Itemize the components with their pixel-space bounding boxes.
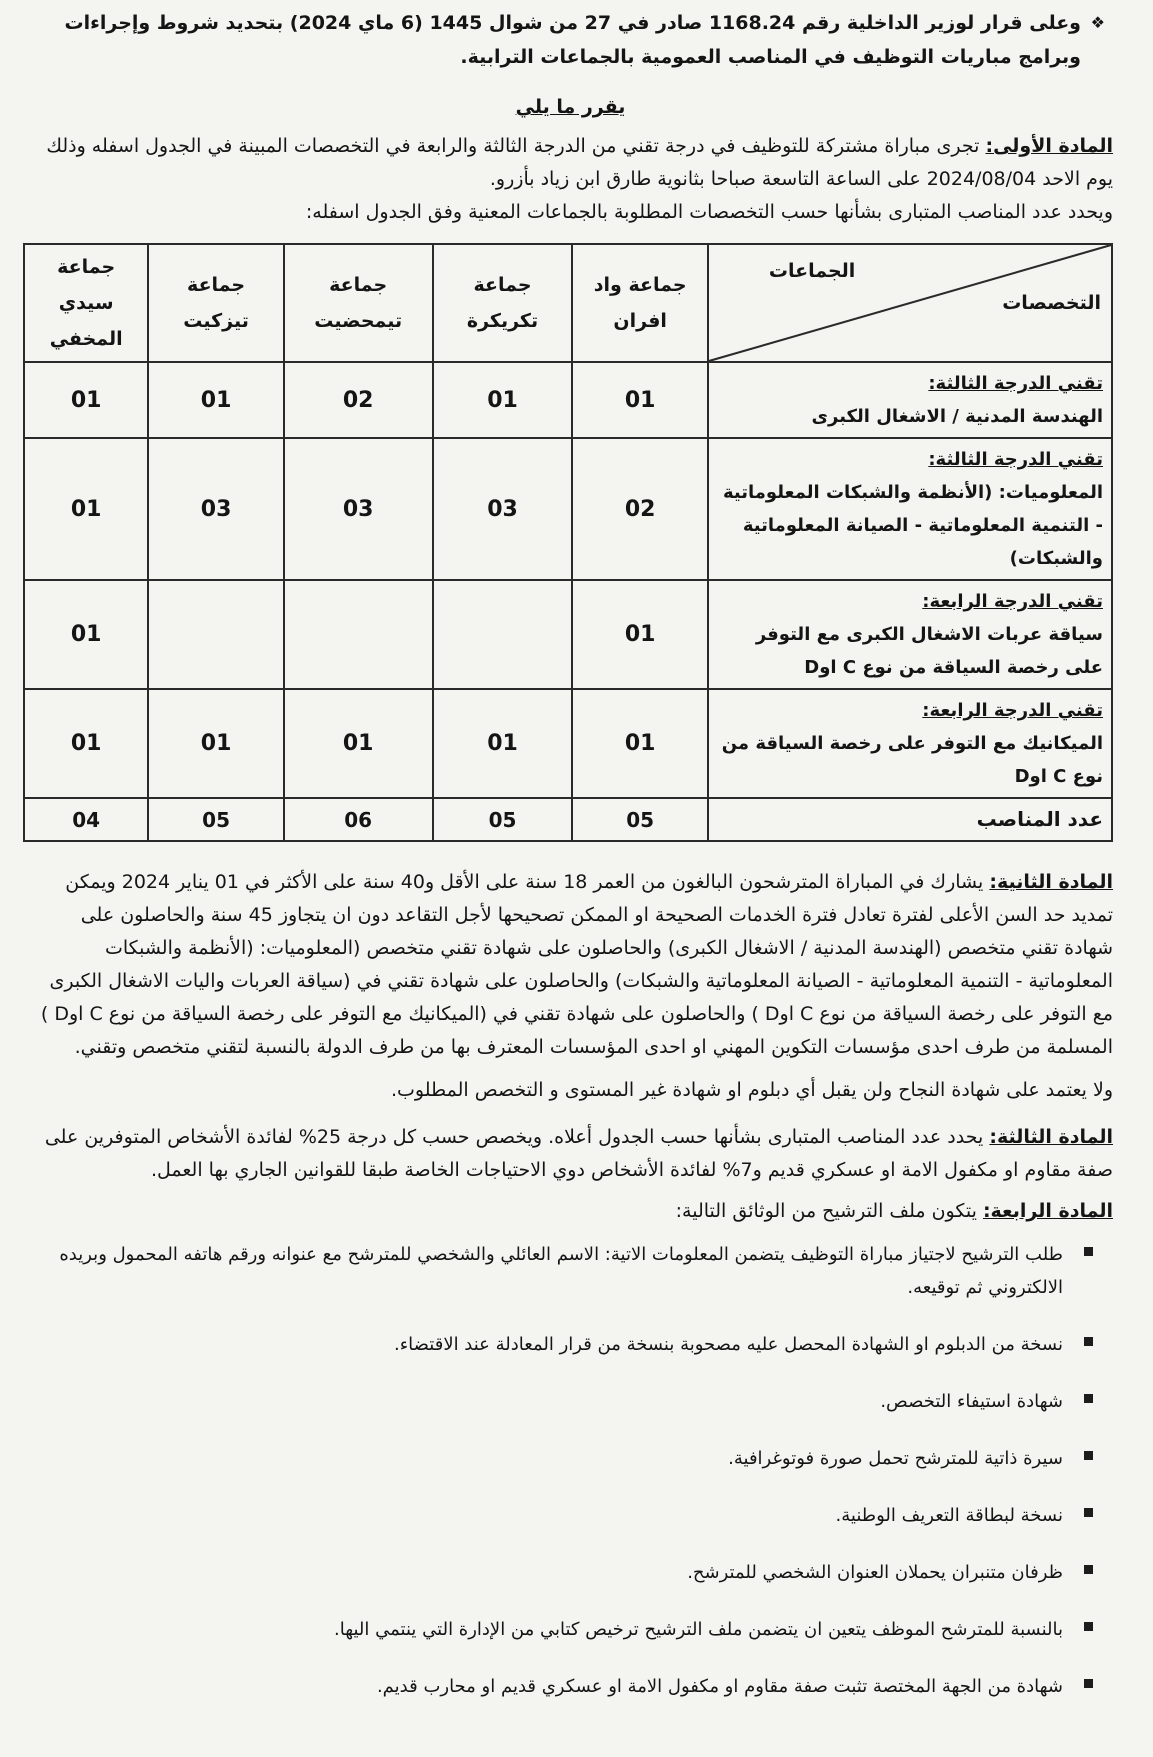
- article-4: [28, 1195, 1113, 1703]
- corner-communes-label: الجماعات: [768, 260, 856, 282]
- table-row: [24, 689, 1112, 798]
- row-grade: تقني الدرجة الرابعة:: [922, 700, 1103, 721]
- cell-value: [284, 580, 433, 689]
- article-4-text: يتكون ملف الترشيح من الوثائق التالية:: [675, 1200, 977, 1222]
- article-1-text: تجرى مباراة مشتركة للتوظيف في درجة تقني من الدرجة الثالثة والرابعة في التخصصات المبينة في الجدول اسفله وذلك يوم الاحد 2024/08/04 على الساعة التاسعة صباحا بثانوية طارق ابن زياد بأزرو.: [46, 135, 1113, 190]
- commune-header: جماعة تكريكرة: [433, 244, 573, 362]
- cell-value: 01: [148, 362, 283, 438]
- list-item: نسخة من الدبلوم او الشهادة المحصل عليه مصحوبة بنسخة من قرار المعادلة عند الاقتضاء.: [28, 1328, 1097, 1361]
- square-bullet-icon: [1084, 1565, 1093, 1574]
- commune-header: جماعة واد افران: [572, 244, 707, 362]
- article-4-label: المادة الرابعة:: [982, 1200, 1113, 1222]
- cell-value: [148, 580, 283, 689]
- cell-value: 01: [24, 362, 148, 438]
- article-3-label: المادة الثالثة:: [989, 1126, 1113, 1148]
- square-bullet-icon: [1084, 1394, 1093, 1403]
- total-value: 06: [284, 798, 433, 841]
- square-bullet-icon: [1084, 1247, 1093, 1256]
- total-row: [24, 798, 1112, 841]
- article-1-label: المادة الأولى:: [985, 135, 1113, 157]
- cell-value: 01: [572, 580, 707, 689]
- square-bullet-icon: [1084, 1451, 1093, 1460]
- cell-value: 01: [284, 689, 433, 798]
- cell-value: 03: [148, 438, 283, 580]
- cell-value: 01: [433, 689, 573, 798]
- article-1-line2: ويحدد عدد المناصب المتبارى بشأنها حسب التخصصات المطلوبة بالجماعات المعنية وفق الجدول اسفله:: [305, 201, 1113, 223]
- list-item: شهادة استيفاء التخصص.: [28, 1385, 1097, 1418]
- commune-header: جماعة سيدي المخفي: [24, 244, 148, 362]
- row-specialty: سياقة عربات الاشغال الكبرى مع التوفر على رخصة السياقة من نوع C اوD: [755, 624, 1103, 678]
- total-value: 04: [24, 798, 148, 841]
- list-item: نسخة لبطاقة التعريف الوطنية.: [28, 1499, 1097, 1532]
- cell-value: 03: [433, 438, 573, 580]
- article-3: [28, 1121, 1113, 1187]
- cell-value: 01: [24, 438, 148, 580]
- documents-list: [28, 1238, 1113, 1703]
- article-2-text: يشارك في المباراة المترشحون البالغون من العمر 18 سنة على الأقل و40 سنة على الأكثر في 01 يناير 2024 ويمكن تمديد حد السن الأعلى لفترة تعادل فترة الخدمات الصحيحة او الممكن تصحيحها لأجل التقاعد دون ان يتجاوز 45 سنة والحاصلون على شهادة تقني متخصص (الهندسة المدنية / الاشغال الكبرى) والحاصلون على شهادة تقني متخصص (المعلوميات: (الأنظمة والشبكات المعلوماتية - التنمية المعلوماتية - الصيانة المعلوماتية والشبكات) والحاصلون على شهادة تقني في (سياقة العربات واليات الاشغال الكبرى مع التوفر على رخصة السياقة من نوع C اوD ) والحاصلون على شهادة تقني في (الميكانيك مع التوفر على رخصة السياقة من نوع C اوD ) المسلمة من طرف احدى مؤسسات التكوين المهني او احدى المؤسسات المعترف بها من طرف الدولة بالنسبة لتقني متخصص وتقني.: [40, 871, 1113, 1058]
- list-item: ظرفان متنبران يحملان العنوان الشخصي للمترشح.: [28, 1556, 1097, 1589]
- total-label: عدد المناصب: [708, 798, 1112, 841]
- table-row: [24, 580, 1112, 689]
- corner-specialties-label: التخصصات: [1002, 292, 1101, 314]
- intro-paragraph: [28, 6, 1105, 74]
- cell-value: 02: [284, 362, 433, 438]
- diamond-bullet-icon: ❖: [1090, 13, 1105, 32]
- table-row: [24, 362, 1112, 438]
- row-grade: تقني الدرجة الرابعة:: [922, 591, 1103, 612]
- decision-title: يقرر ما يلي: [515, 96, 626, 118]
- row-grade: تقني الدرجة الثالثة:: [928, 373, 1103, 394]
- cell-value: 02: [572, 438, 707, 580]
- total-value: 05: [148, 798, 283, 841]
- row-specialty: الميكانيك مع التوفر على رخصة السياقة من نوع C اوD: [721, 733, 1103, 787]
- list-item: بالنسبة للمترشح الموظف يتعين ان يتضمن ملف الترشيح ترخيص كتابي من الإدارة التي ينتمي اليها.: [28, 1613, 1097, 1646]
- cell-value: 01: [24, 689, 148, 798]
- list-item: سيرة ذاتية للمترشح تحمل صورة فوتوغرافية.: [28, 1442, 1097, 1475]
- article-3-text: يحدد عدد المناصب المتبارى بشأنها حسب الجدول أعلاه. ويخصص حسب كل درجة 25% لفائدة الأشخاص المتوفرين على صفة مقاوم او مكفول الامة او عسكري قديم و7% لفائدة الأشخاص دوي الاحتياجات الخاصة طبقا للقوانين الجاري بها العمل.: [44, 1126, 1113, 1181]
- row-grade: تقني الدرجة الثالثة:: [928, 449, 1103, 470]
- list-item: شهادة من الجهة المختصة تثبت صفة مقاوم او مكفول الامة او عسكري قديم او محارب قديم.: [28, 1670, 1097, 1703]
- square-bullet-icon: [1084, 1508, 1093, 1517]
- article-2-note: ولا يعتمد على شهادة النجاح ولن يقبل أي دبلوم او شهادة غير المستوى و التخصص المطلوب.: [390, 1079, 1113, 1101]
- cell-value: 01: [572, 689, 707, 798]
- cell-value: [433, 580, 573, 689]
- square-bullet-icon: [1084, 1337, 1093, 1346]
- commune-header: جماعة تيزكيت: [148, 244, 283, 362]
- commune-header: جماعة تيمحضيت: [284, 244, 433, 362]
- table-row: [24, 438, 1112, 580]
- cell-value: 01: [433, 362, 573, 438]
- table-corner-header: [708, 244, 1112, 362]
- cell-value: 01: [572, 362, 707, 438]
- row-specialty: الهندسة المدنية / الاشغال الكبرى: [811, 406, 1103, 427]
- total-value: 05: [433, 798, 573, 841]
- article-2-label: المادة الثانية:: [989, 871, 1113, 893]
- cell-value: 01: [24, 580, 148, 689]
- cell-value: 01: [148, 689, 283, 798]
- total-value: 05: [572, 798, 707, 841]
- intro-text: وعلى قرار لوزير الداخلية رقم 1168.24 صادر في 27 من شوال 1445 (6 ماي 2024) بتحديد شروط وإجراءات وبرامج مباريات التوظيف في المناصب العمومية بالجماعات الترابية.: [64, 12, 1081, 68]
- square-bullet-icon: [1084, 1679, 1093, 1688]
- square-bullet-icon: [1084, 1622, 1093, 1631]
- row-specialty: المعلوميات: (الأنظمة والشبكات المعلوماتية - التنمية المعلوماتية - الصيانة المعلوماتية والشبكات): [722, 482, 1103, 569]
- article-1: [28, 130, 1113, 229]
- list-item: طلب الترشيح لاجتياز مباراة التوظيف يتضمن المعلومات الاتية: الاسم العائلي والشخصي للمترشح مع عنوانه ورقم هاتفه المحمول وبريده الالكتروني ثم توقيعه.: [28, 1238, 1097, 1304]
- cell-value: 03: [284, 438, 433, 580]
- article-2: [28, 866, 1113, 1107]
- positions-table: [23, 243, 1113, 842]
